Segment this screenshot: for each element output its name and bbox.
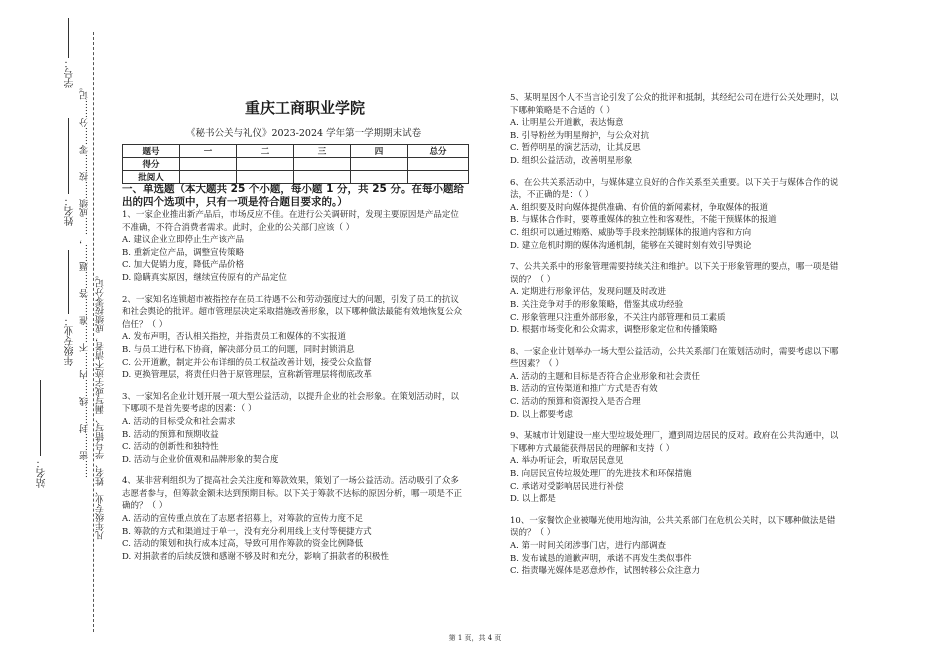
name-line — [68, 118, 69, 194]
question-option: D. 根据市场变化和公众需求，调整形象定位和传播策略 — [510, 325, 718, 336]
question — [510, 515, 840, 578]
question-option: C. 活动的创新性和独特性 — [122, 442, 219, 453]
question-option: C. 组织可以通过贿赂、威胁等手段来控制媒体的报道内容和方向 — [510, 227, 752, 238]
column-three: 三 — [294, 145, 351, 158]
question-stem: 7、公共关系中的形象管理需要持续关注和维护。以下关于形象管理的要点，哪一项是错误的？（ ） — [510, 262, 839, 285]
question-option: C. 公开道歉，制定并公布详细的员工权益改善计划，接受公众监督 — [122, 357, 372, 368]
question-stem: 1、一家企业推出新产品后，市场反应不佳。在进行公关调研时，发现主要原因是产品定位不准确，不符合消费者需求。此时，企业的公关部门应该（ ） — [122, 210, 459, 233]
question-option: B. 引导粉丝为明星辩护，与公众对抗 — [510, 130, 650, 141]
question-option: D. 建立危机时期的媒体沟通机制，能够在关键时刻有效引导舆论 — [510, 240, 752, 251]
school-title: 重庆工商职业学院 — [245, 99, 366, 117]
binding-warning-top: ……密……封……线……内……不……准……答……题……，……成绩……按……零……分……记。 — [80, 82, 90, 478]
question-option: D. 以上都要考虑 — [510, 409, 573, 420]
question-option: D. 组织公益活动，改善明星形象 — [510, 155, 633, 166]
school-line — [40, 380, 41, 456]
question-option: B. 关注竞争对手的形象策略，借鉴其成功经验 — [510, 299, 684, 310]
left-column — [122, 183, 465, 572]
question-option: B. 活动的宣传渠道和推广方式是否有效 — [510, 384, 658, 395]
question-option: A. 建议企业立即停止生产该产品 — [122, 235, 245, 246]
question-option: C. 加大促销力度，降低产品价格 — [122, 260, 245, 271]
student-id-label: 学号： — [65, 58, 76, 88]
question-option: B. 重新定位产品，调整宣传策略 — [122, 247, 245, 258]
row-label-number: 题号 — [123, 145, 180, 158]
section-title: 一、单选题（本大题共 25 个小题，每小题 1 分，共 25 分。在每小题给出的四个选项中，只有一项是符合题目要求的。） — [122, 183, 464, 208]
question-option: A. 让明星公开道歉，表达悔意 — [510, 118, 624, 129]
question — [510, 92, 840, 168]
question-option: C. 活动的策划和执行成本过高，导致可用作筹款的资金比例降低 — [122, 539, 364, 550]
right-questions — [510, 92, 840, 578]
question — [122, 475, 465, 563]
row-label-score: 得分 — [123, 158, 180, 171]
question — [122, 209, 465, 285]
question — [122, 391, 465, 467]
question-stem: 5、某明星因个人不当言论引发了公众的批评和抵制，其经纪公司在进行公关处理时，以下哪种策略是不合适的（ ） — [510, 93, 839, 116]
question — [510, 177, 840, 253]
question — [510, 346, 840, 422]
question-stem: 6、在公共关系活动中，与媒体建立良好的合作关系至关重要。以下关于与媒体合作的说法，不正确的是：（ ） — [510, 177, 839, 201]
question-option: A. 活动的目标受众和社会需求 — [122, 416, 236, 427]
row-label-grader: 批阅人 — [123, 171, 180, 184]
page-footer: 第 1 页，共 4 页 — [448, 634, 502, 642]
column-total: 总分 — [408, 145, 469, 158]
question — [510, 430, 840, 506]
column-two: 二 — [237, 145, 294, 158]
question — [122, 294, 465, 382]
question-option: B. 与员工进行私下协商，解决部分员工的问题，同时封锁消息 — [122, 344, 355, 355]
question-option: A. 活动的宣传重点放在了志愿者招募上，对筹款的宣传力度不足 — [122, 514, 364, 525]
question — [510, 261, 840, 337]
school-label: 站名： — [37, 458, 48, 488]
grade-major-label: 年级专业： — [65, 316, 76, 366]
question-option: A. 发布声明，否认相关指控，并指责员工和媒体的不实报道 — [122, 332, 347, 343]
question-option: C. 形象管理只注重外部形象，不关注内部管理和员工素质 — [510, 312, 726, 323]
binding-dashed-line — [93, 32, 94, 632]
question-option: B. 与媒体合作时，要尊重媒体的独立性和客观性，不能干预媒体的报道 — [510, 215, 777, 226]
score-table-score-row — [123, 158, 469, 171]
question-option: B. 筹款的方式和渠道过于单一，没有充分利用线上支付等便捷方式 — [122, 526, 372, 537]
question-option: C. 指责曝光媒体是恶意炒作，试图转移公众注意力 — [510, 566, 701, 577]
question-stem: 2、一家知名连锁超市被指控存在员工待遇不公和劳动强度过大的问题，引发了员工的抗议和社会舆论的批评。超市管理层决定采取措施改善形象，以下哪种做法最能有效地恢复公众信任？（ ） — [122, 294, 463, 330]
left-questions — [122, 209, 465, 563]
column-one: 一 — [180, 145, 237, 158]
question-option: A. 活动的主题和目标是否符合企业形象和社会责任 — [510, 371, 701, 382]
question-stem: 4、某非营利组织为了提高社会关注度和筹款效果，策划了一场公益活动。活动吸引了众多志愿者参与，但筹款金额未达到预期目标。以下关于筹款不达标的原因分析，哪一项是不正确的？（ ） — [122, 476, 463, 512]
question-option: B. 活动的预算和预期收益 — [122, 429, 219, 440]
student-id-line — [68, 18, 69, 58]
question-option: A. 组织要及时向媒体提供准确、有价值的新闻素材，争取媒体的报道 — [510, 202, 769, 213]
question-option: A. 举办听证会，听取居民意见 — [510, 456, 624, 467]
right-column — [510, 92, 840, 587]
question-stem: 9、某城市计划建设一座大型垃圾处理厂，遭到周边居民的反对。政府在公共沟通中，以下哪种方式最能获得居民的理解和支持（ ） — [510, 431, 839, 454]
score-table-header-row — [123, 145, 469, 158]
question-option: D. 活动与企业价值观和品牌形象的契合度 — [122, 454, 279, 465]
question-option: A. 定期进行形象评估，发现问题及时改进 — [510, 287, 667, 298]
question-stem: 3、一家知名企业计划开展一项大型公益活动，以提升企业的社会形象。在策划活动时，以下哪项不是首先要考虑的因素：（ ） — [122, 391, 459, 415]
exam-title: 《秘书公关与礼仪》2023-2024 学年第一学期期末试卷 — [186, 128, 422, 139]
binding-warning-bottom: 凡年级专业、姓名、学号错写、漏写或字迹不清者，成绩按零分记。 — [96, 270, 106, 540]
question-stem: 8、一家企业计划举办一场大型公益活动，公共关系部门在策划活动时，需要考虑以下哪些因素？（ ） — [510, 346, 839, 370]
question-stem: 10、一家餐饮企业被曝光使用地沟油，公共关系部门在危机公关时，以下哪种做法是错误的？（ ） — [510, 515, 836, 539]
question-option: B. 向居民宣传垃圾处理厂的先进技术和环保措施 — [510, 469, 692, 480]
question-option: A. 第一时间关闭涉事门店，进行内部调查 — [510, 541, 667, 551]
name-label: 姓名： — [65, 196, 76, 226]
score-table-grader-row — [123, 171, 469, 184]
question-option: D. 以上都是 — [510, 494, 556, 505]
question-option: D. 更换管理层，将责任归咎于原管理层，宣称新管理层将彻底改革 — [122, 370, 372, 381]
question-option: D. 对捐款者的后续反馈和感谢不够及时和充分，影响了捐款者的积极性 — [122, 551, 389, 562]
question-option: C. 活动的预算和资源投入是否合理 — [510, 397, 641, 408]
question-option: C. 暂停明星的演艺活动，让其反思 — [510, 143, 641, 154]
grade-major-line — [68, 250, 69, 314]
question-option: D. 隐瞒真实原因，继续宣传原有的产品定位 — [122, 272, 287, 283]
score-table — [122, 144, 469, 184]
column-four: 四 — [351, 145, 408, 158]
question-option: C. 承诺对受影响居民进行补偿 — [510, 481, 624, 492]
question-option: B. 发布诚恳的道歉声明，承诺不再发生类似事件 — [510, 553, 692, 564]
